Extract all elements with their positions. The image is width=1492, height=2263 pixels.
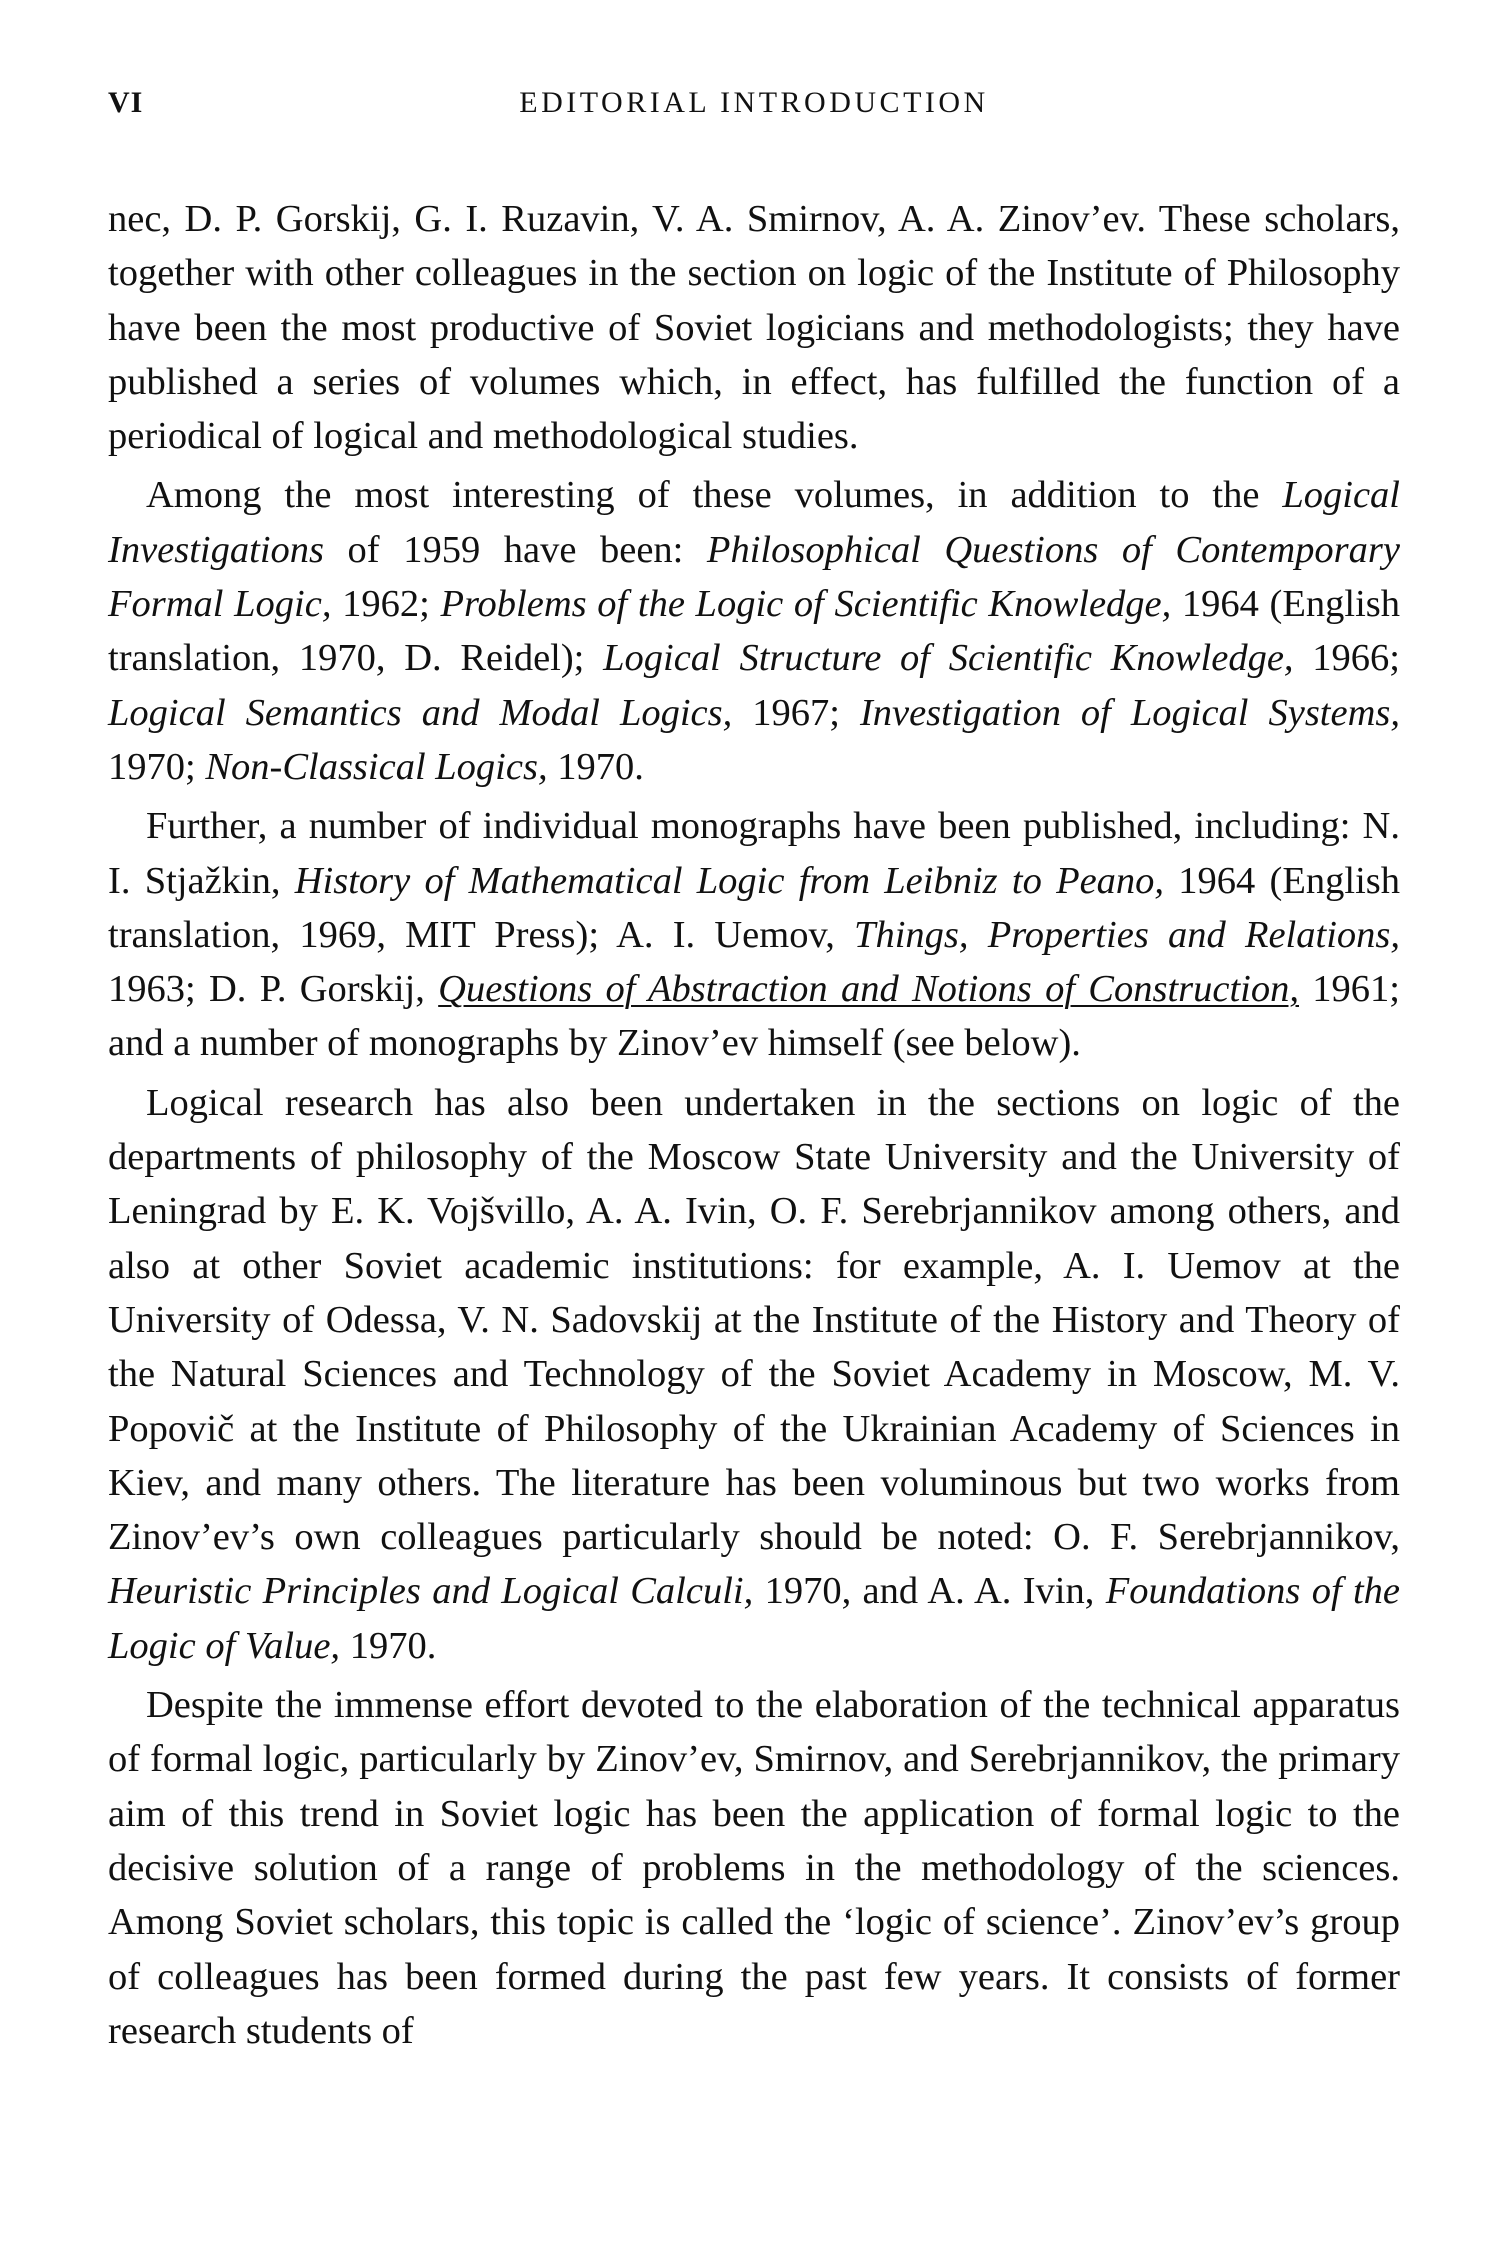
book-title: Philosophical Questions of Contemporary Formal Logic, (108, 528, 1400, 626)
text-run: Among the most interesting of these volumes, in addition to the (146, 474, 1283, 517)
text-run: 1970. (547, 745, 644, 788)
body-text (108, 192, 1400, 2058)
text-run: 1970; (108, 745, 206, 788)
text-run: Despite the immense effort devoted to the elaboration of the technical apparatus of formal logic, particularly by Zinov’ev, Smirnov, and Serebrjannikov, the primary aim of this trend in Soviet logic has been the application of formal logic to the decisive solution of a range of problems in the methodology of the sciences. Among Soviet scholars, this topic is called the ‘logic of science’. Zinov’ev’s group of colleagues has been formed during the past few years. It consists of former research students of (108, 1684, 1400, 2052)
text-run: of 1959 have been: (324, 528, 707, 571)
paragraph-4 (108, 1076, 1400, 1673)
text-run: Logical research has also been undertaken in the sections on logic of the departments of philosophy of the Moscow State University and the University of Leningrad by E. K. Vojšvillo, A. A. Ivin, O. F. Serebrjannikov among others, and also at other Soviet academic institutions: for example, A. I. Uemov at the University of Odessa, V. N. Sadovskij at the Institute of the History and Theory of the Natural Sciences and Technology of the Soviet Academy in Moscow, M. V. Popovič at the Institute of Philosophy of the Ukrainian Academy of Sciences in Kiev, and many others. The literature has been voluminous but two works from Zinov’ev’s own colleagues particularly should be noted: O. F. Serebrjannikov, (108, 1081, 1400, 1559)
text-run: 1967; (732, 691, 860, 734)
book-title: Logical Semantics and Modal Logics, (108, 691, 733, 734)
paragraph-2 (108, 468, 1400, 794)
book-title: Logical Structure of Scientific Knowledge, (603, 637, 1294, 680)
text-run: 1963; D. P. Gorskij, (108, 968, 439, 1011)
book-title: Investigation of Logical Systems, (859, 691, 1401, 734)
text-run: 1966; (1293, 637, 1400, 680)
text-run: 1970. (340, 1624, 437, 1667)
running-title: EDITORIAL INTRODUCTION (519, 86, 989, 119)
text-run: 1961; and a number of monographs by Zinov’ev himself (see below). (108, 968, 1400, 1065)
text-run: nec, D. P. Gorskij, G. I. Ruzavin, V. A. Smirnov, A. A. Zinov’ev. These scholars, together with other colleagues in the section on logic of the Institute of Philosophy have been the most productive of Soviet logicians and methodologists; they have published a series of volumes which, in effect, has fulfilled the function of a periodical of logical and methodological studies. (108, 198, 1400, 458)
running-head (108, 86, 1400, 126)
paragraph-3 (108, 799, 1400, 1070)
book-title: Heuristic Principles and Logical Calculi, (108, 1570, 754, 1613)
book-title: Foundations of the Logic of Value, (108, 1570, 1401, 1667)
book-title: Things, Properties and Relations, (854, 913, 1400, 956)
text-run: 1970, and A. A. Ivin, (753, 1570, 1106, 1613)
page-number: VI (108, 86, 144, 119)
paragraph-1 (108, 192, 1400, 463)
text-run: 1962; (331, 583, 441, 626)
text-run: 1964 (English translation, 1970, D. Reidel); (108, 583, 1401, 680)
book-title: Logical Investigations (108, 474, 1400, 571)
book-title: Problems of the Logic of Scientific Knowledge, (440, 583, 1172, 626)
book-title: Questions of Abstraction and Notions of Construction, (438, 968, 1299, 1011)
book-title: History of Mathematical Logic from Leibniz to Peano, (294, 859, 1165, 902)
text-run: 1964 (English translation, 1969, MIT Press); A. I. Uemov, (108, 859, 1400, 956)
paragraph-5 (108, 1678, 1400, 2058)
text-run: Further, a number of individual monographs have been published, including: N. I. Stjažkin, (108, 805, 1400, 902)
book-title: Non-Classical Logics, (205, 745, 548, 788)
